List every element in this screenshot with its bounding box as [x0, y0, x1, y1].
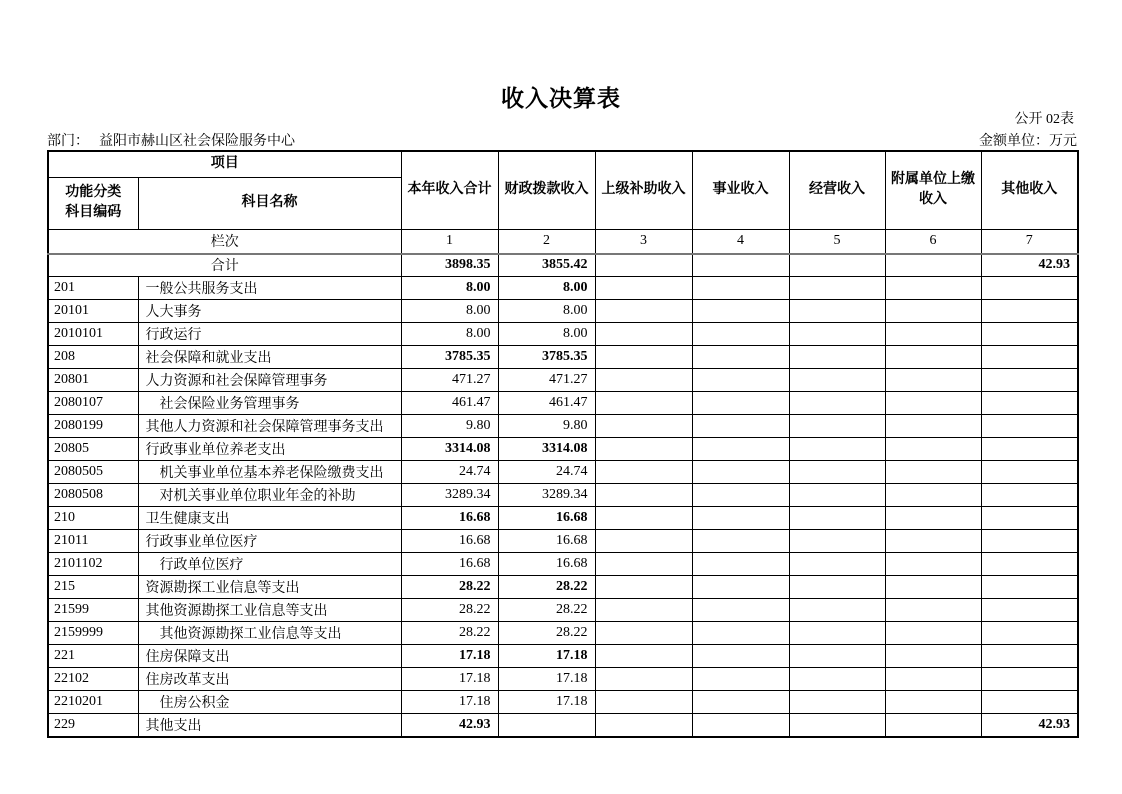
- value-cell: 8.00: [498, 300, 595, 323]
- value-cell: [885, 530, 981, 553]
- table-row: [48, 553, 1078, 576]
- value-cell: [885, 507, 981, 530]
- value-cell: [692, 645, 789, 668]
- code-cell: 210: [48, 507, 138, 530]
- code-cell: 2159999: [48, 622, 138, 645]
- value-cell: 9.80: [401, 415, 498, 438]
- value-cell: [789, 346, 885, 369]
- name-cell: 资源勘探工业信息等支出: [138, 576, 401, 599]
- value-cell: [692, 668, 789, 691]
- value-cell: [692, 392, 789, 415]
- value-cell: [981, 438, 1078, 461]
- column-number-cell: 2: [498, 229, 595, 254]
- value-cell: 3314.08: [401, 438, 498, 461]
- column-header-cell: 附属单位上缴收入: [885, 151, 981, 229]
- value-cell: 3785.35: [401, 346, 498, 369]
- name-cell: 人大事务: [138, 300, 401, 323]
- total-value-cell: 42.93: [981, 254, 1078, 277]
- value-cell: [789, 415, 885, 438]
- value-cell: [692, 576, 789, 599]
- value-cell: 17.18: [401, 691, 498, 714]
- value-cell: 471.27: [498, 369, 595, 392]
- value-cell: [595, 484, 692, 507]
- value-cell: [885, 668, 981, 691]
- value-cell: [981, 461, 1078, 484]
- value-cell: [692, 438, 789, 461]
- code-cell: 215: [48, 576, 138, 599]
- name-cell: 其他资源勘探工业信息等支出: [138, 622, 401, 645]
- value-cell: [981, 530, 1078, 553]
- value-cell: [692, 599, 789, 622]
- value-cell: [595, 300, 692, 323]
- value-cell: [789, 392, 885, 415]
- code-cell: 21011: [48, 530, 138, 553]
- total-value-cell: 3855.42: [498, 254, 595, 277]
- value-cell: [789, 323, 885, 346]
- value-cell: [692, 530, 789, 553]
- table-row: [48, 645, 1078, 668]
- value-cell: [692, 691, 789, 714]
- table-row: [48, 346, 1078, 369]
- value-cell: [595, 691, 692, 714]
- value-cell: [885, 438, 981, 461]
- value-cell: [595, 576, 692, 599]
- column-header-cell: 上级补助收入: [595, 151, 692, 229]
- revenue-table: [47, 150, 1079, 738]
- table-row: [48, 392, 1078, 415]
- value-cell: 3785.35: [498, 346, 595, 369]
- value-cell: [595, 438, 692, 461]
- department-label: 部门：: [47, 134, 89, 149]
- value-cell: [789, 553, 885, 576]
- column-number-cell: 7: [981, 229, 1078, 254]
- code-cell: 22102: [48, 668, 138, 691]
- value-cell: [595, 622, 692, 645]
- code-cell: 2080107: [48, 392, 138, 415]
- value-cell: [789, 438, 885, 461]
- value-cell: 471.27: [401, 369, 498, 392]
- value-cell: 16.68: [401, 507, 498, 530]
- code-cell: 221: [48, 645, 138, 668]
- value-cell: [692, 369, 789, 392]
- value-cell: [789, 668, 885, 691]
- value-cell: [692, 277, 789, 300]
- value-cell: [981, 484, 1078, 507]
- table-row: [48, 277, 1078, 300]
- value-cell: 16.68: [401, 553, 498, 576]
- value-cell: 9.80: [498, 415, 595, 438]
- code-cell: 229: [48, 714, 138, 737]
- code-cell: 208: [48, 346, 138, 369]
- total-value-cell: [789, 254, 885, 277]
- value-cell: [692, 507, 789, 530]
- code-header-line1: 功能分类: [65, 184, 122, 200]
- name-cell: 一般公共服务支出: [138, 277, 401, 300]
- lanci-row: [48, 229, 1078, 254]
- value-cell: 16.68: [401, 530, 498, 553]
- value-cell: [885, 484, 981, 507]
- value-cell: [885, 346, 981, 369]
- code-cell: 201: [48, 277, 138, 300]
- value-cell: 3289.34: [498, 484, 595, 507]
- code-cell: 2010101: [48, 323, 138, 346]
- value-cell: [981, 576, 1078, 599]
- name-cell: 行政事业单位养老支出: [138, 438, 401, 461]
- value-cell: [595, 346, 692, 369]
- value-cell: 16.68: [498, 530, 595, 553]
- name-cell: 人力资源和社会保障管理事务: [138, 369, 401, 392]
- column-number-cell: 6: [885, 229, 981, 254]
- value-cell: 3289.34: [401, 484, 498, 507]
- value-cell: [595, 392, 692, 415]
- value-cell: 16.68: [498, 553, 595, 576]
- column-header-cell: 财政拨款收入: [498, 151, 595, 229]
- table-row: [48, 415, 1078, 438]
- column-header-cell: 本年收入合计: [401, 151, 498, 229]
- table-row: [48, 461, 1078, 484]
- value-cell: [885, 714, 981, 737]
- value-cell: [885, 369, 981, 392]
- table-row: [48, 691, 1078, 714]
- value-cell: 42.93: [981, 714, 1078, 737]
- value-cell: [885, 576, 981, 599]
- value-cell: [981, 346, 1078, 369]
- value-cell: [789, 484, 885, 507]
- value-cell: [595, 530, 692, 553]
- value-cell: [885, 323, 981, 346]
- total-value-cell: 3898.35: [401, 254, 498, 277]
- value-cell: [595, 323, 692, 346]
- total-row: [48, 254, 1078, 277]
- value-cell: [981, 392, 1078, 415]
- code-cell: 2080505: [48, 461, 138, 484]
- value-cell: [981, 415, 1078, 438]
- department-name: 益阳市赫山区社会保险服务中心: [99, 134, 295, 149]
- value-cell: [595, 553, 692, 576]
- code-header-line2: 科目编码: [65, 205, 122, 220]
- value-cell: [885, 461, 981, 484]
- table-row: [48, 530, 1078, 553]
- value-cell: [692, 300, 789, 323]
- table-row: [48, 300, 1078, 323]
- value-cell: 8.00: [401, 277, 498, 300]
- code-cell: 2210201: [48, 691, 138, 714]
- value-cell: 17.18: [401, 645, 498, 668]
- value-cell: [789, 461, 885, 484]
- value-cell: [981, 645, 1078, 668]
- value-cell: [595, 277, 692, 300]
- column-header-cell: 事业收入: [692, 151, 789, 229]
- table-row: [48, 369, 1078, 392]
- total-value-cell: [692, 254, 789, 277]
- name-cell: 其他人力资源和社会保障管理事务支出: [138, 415, 401, 438]
- value-cell: [692, 714, 789, 737]
- value-cell: [789, 369, 885, 392]
- code-cell: 20805: [48, 438, 138, 461]
- value-cell: 28.22: [498, 576, 595, 599]
- table-row: [48, 622, 1078, 645]
- value-cell: [595, 507, 692, 530]
- value-cell: [789, 691, 885, 714]
- value-cell: [595, 645, 692, 668]
- value-cell: 28.22: [401, 622, 498, 645]
- code-header-cell: [48, 177, 138, 229]
- value-cell: [981, 369, 1078, 392]
- name-header-cell: 科目名称: [138, 177, 401, 229]
- column-number-cell: 3: [595, 229, 692, 254]
- code-cell: 2080508: [48, 484, 138, 507]
- value-cell: 17.18: [498, 645, 595, 668]
- name-cell: 机关事业单位基本养老保险缴费支出: [138, 461, 401, 484]
- value-cell: 17.18: [401, 668, 498, 691]
- value-cell: [885, 622, 981, 645]
- name-cell: 住房保障支出: [138, 645, 401, 668]
- value-cell: [885, 599, 981, 622]
- name-cell: 其他资源勘探工业信息等支出: [138, 599, 401, 622]
- value-cell: 16.68: [498, 507, 595, 530]
- value-cell: [981, 553, 1078, 576]
- value-cell: 24.74: [401, 461, 498, 484]
- code-cell: 20101: [48, 300, 138, 323]
- value-cell: 8.00: [498, 323, 595, 346]
- value-cell: 461.47: [401, 392, 498, 415]
- value-cell: [595, 369, 692, 392]
- name-cell: 行政运行: [138, 323, 401, 346]
- table-row: [48, 714, 1078, 737]
- column-number-cell: 4: [692, 229, 789, 254]
- project-header-cell: 项目: [48, 151, 401, 177]
- name-cell: 社会保险业务管理事务: [138, 392, 401, 415]
- value-cell: [885, 300, 981, 323]
- name-cell: 行政事业单位医疗: [138, 530, 401, 553]
- name-cell: 行政单位医疗: [138, 553, 401, 576]
- sheet-label: 公开 02表: [1014, 112, 1074, 127]
- value-cell: [595, 714, 692, 737]
- value-cell: [981, 323, 1078, 346]
- value-cell: 28.22: [401, 576, 498, 599]
- page-title: 收入决算表: [501, 86, 621, 111]
- column-header-cell: 其他收入: [981, 151, 1078, 229]
- code-cell: 2101102: [48, 553, 138, 576]
- value-cell: 8.00: [401, 300, 498, 323]
- value-cell: [498, 714, 595, 737]
- value-cell: [789, 622, 885, 645]
- table-row: [48, 599, 1078, 622]
- total-value-cell: [595, 254, 692, 277]
- value-cell: 28.22: [498, 599, 595, 622]
- value-cell: [595, 415, 692, 438]
- table-row: [48, 576, 1078, 599]
- value-cell: [692, 323, 789, 346]
- name-cell: 卫生健康支出: [138, 507, 401, 530]
- value-cell: [692, 415, 789, 438]
- column-number-cell: 1: [401, 229, 498, 254]
- value-cell: 28.22: [401, 599, 498, 622]
- header-row-project: [48, 151, 1078, 177]
- value-cell: [789, 645, 885, 668]
- value-cell: [595, 599, 692, 622]
- unit-label: 金额单位：万元: [979, 134, 1077, 149]
- value-cell: [885, 392, 981, 415]
- total-label-cell: 合计: [48, 254, 401, 277]
- name-cell: 对机关事业单位职业年金的补助: [138, 484, 401, 507]
- value-cell: 24.74: [498, 461, 595, 484]
- value-cell: [789, 576, 885, 599]
- value-cell: [789, 599, 885, 622]
- name-cell: 其他支出: [138, 714, 401, 737]
- value-cell: 8.00: [401, 323, 498, 346]
- table-row: [48, 438, 1078, 461]
- lanci-cell: 栏次: [48, 229, 401, 254]
- value-cell: [885, 277, 981, 300]
- value-cell: [789, 277, 885, 300]
- value-cell: [885, 553, 981, 576]
- column-header-cell: 经营收入: [789, 151, 885, 229]
- value-cell: 17.18: [498, 691, 595, 714]
- name-cell: 住房改革支出: [138, 668, 401, 691]
- name-cell: 社会保障和就业支出: [138, 346, 401, 369]
- value-cell: [595, 668, 692, 691]
- value-cell: [981, 622, 1078, 645]
- value-cell: [692, 484, 789, 507]
- value-cell: [789, 530, 885, 553]
- value-cell: [981, 668, 1078, 691]
- value-cell: [789, 507, 885, 530]
- table-row: [48, 668, 1078, 691]
- value-cell: [981, 507, 1078, 530]
- value-cell: [885, 415, 981, 438]
- table-row: [48, 323, 1078, 346]
- value-cell: [692, 346, 789, 369]
- total-value-cell: [885, 254, 981, 277]
- value-cell: [595, 461, 692, 484]
- code-cell: 20801: [48, 369, 138, 392]
- value-cell: [692, 622, 789, 645]
- column-number-cell: 5: [789, 229, 885, 254]
- value-cell: [789, 714, 885, 737]
- value-cell: [885, 691, 981, 714]
- value-cell: 28.22: [498, 622, 595, 645]
- value-cell: 17.18: [498, 668, 595, 691]
- value-cell: 3314.08: [498, 438, 595, 461]
- value-cell: 42.93: [401, 714, 498, 737]
- value-cell: [981, 300, 1078, 323]
- value-cell: [692, 461, 789, 484]
- meta-row: [47, 130, 1077, 150]
- code-cell: 21599: [48, 599, 138, 622]
- value-cell: [981, 599, 1078, 622]
- value-cell: 8.00: [498, 277, 595, 300]
- value-cell: [789, 300, 885, 323]
- value-cell: 461.47: [498, 392, 595, 415]
- value-cell: [692, 553, 789, 576]
- value-cell: [981, 277, 1078, 300]
- code-cell: 2080199: [48, 415, 138, 438]
- table-row: [48, 484, 1078, 507]
- table-row: [48, 507, 1078, 530]
- value-cell: [981, 691, 1078, 714]
- name-cell: 住房公积金: [138, 691, 401, 714]
- value-cell: [885, 645, 981, 668]
- department-line: [47, 130, 295, 150]
